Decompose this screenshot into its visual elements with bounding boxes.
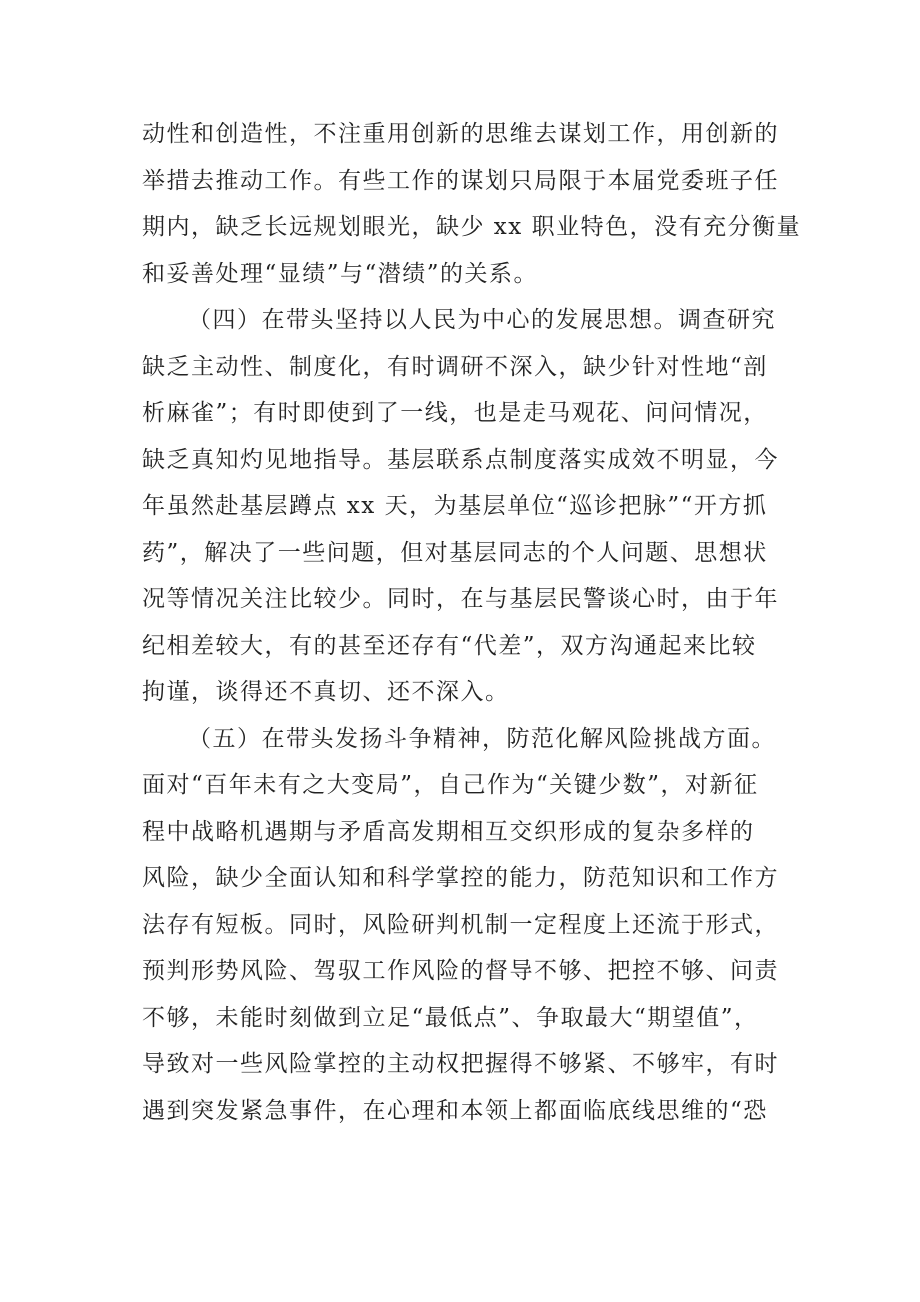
text-line: 缺乏主动性、制度化，有时调研不深入，缺少针对性地“剖 [142, 353, 768, 380]
text-line: 举措去推动工作。有些工作的谋划只局限于本届党委班子任 [142, 167, 779, 194]
paragraph-2 [142, 297, 797, 716]
text-line: 和妥善处理“显绩”与“潜绩”的关系。 [142, 260, 539, 287]
text-line: 期内，缺乏长远规划眼光，缺少 xx 职业特色，没有充分衡量 [142, 214, 802, 240]
text-line: 风险，缺少全面认知和科学掌控的能力，防范知识和工作方 [142, 865, 779, 891]
text-line: 法存有短板。同时，风险研判机制一定程度上还流于形式， [142, 911, 779, 938]
text-line: （四）在带头坚持以人民为中心的发展思想。调查研究 [188, 307, 776, 333]
text-line: 纪相差较大，有的甚至还存有“代差”，双方沟通起来比较 [142, 632, 757, 659]
text-line: 遇到突发紧急事件，在心理和本领上都面临底线思维的“恐 [142, 1097, 768, 1124]
text-line: 析麻雀”；有时即使到了一线，也是走马观花、问问情况， [142, 400, 768, 426]
text-line: 程中战略机遇期与矛盾高发期相互交织形成的复杂多样的 [142, 818, 755, 845]
text-line: 导致对一些风险掌控的主动权把握得不够紧、不够牢，有时 [142, 1051, 779, 1077]
text-line: 面对“百年未有之大变局”，自己作为“关键少数”，对新征 [142, 772, 759, 798]
document-body [142, 111, 802, 1134]
text-line: 况等情况关注比较少。同时，在与基层民警谈心时，由于年 [142, 586, 779, 612]
text-line: （五）在带头发扬斗争精神，防范化解风险挑战方面。 [188, 725, 776, 752]
text-line: 缺乏真知灼见地指导。基层联系点制度落实成效不明显，今 [142, 446, 779, 473]
text-line: 年虽然赴基层蹲点 xx 天，为基层单位“巡诊把脉”“开方抓 [142, 493, 768, 519]
text-line: 拘谨，谈得还不真切、还不深入。 [142, 679, 510, 705]
paragraph-1 [142, 111, 802, 297]
paragraph-3 [142, 716, 797, 1135]
text-line: 不够，未能时刻做到立足“最低点”、争取最大“期望值”， [142, 1004, 759, 1031]
text-line: 药”，解决了一些问题，但对基层同志的个人问题、思想状 [142, 539, 768, 566]
text-line: 预判形势风险、驾驭工作风险的督导不够、把控不够、问责 [142, 958, 779, 984]
text-line: 动性和创造性，不注重用创新的思维去谋划工作，用创新的 [142, 121, 779, 147]
